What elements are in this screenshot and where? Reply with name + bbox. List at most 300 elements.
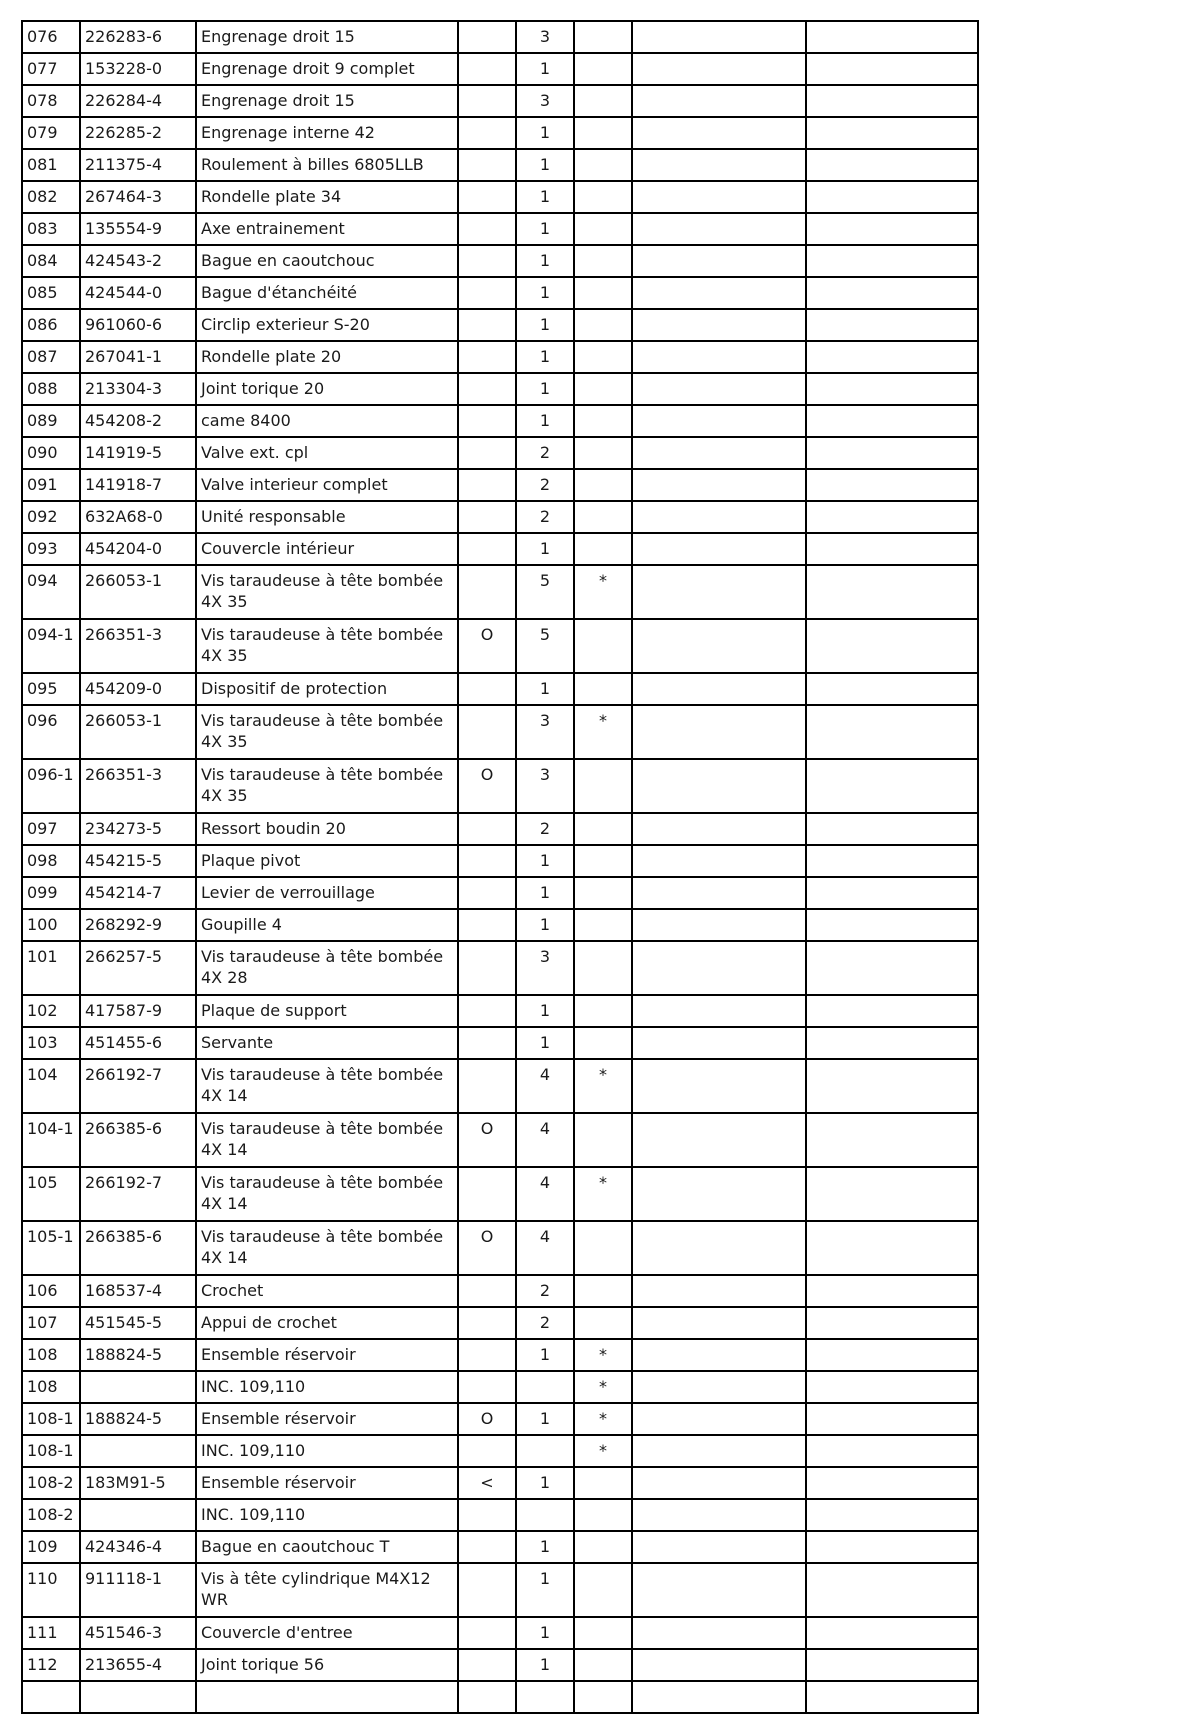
note-mark-cell: * bbox=[574, 1167, 632, 1221]
part-number-cell: 266385-6 bbox=[80, 1113, 196, 1167]
parts-table-body bbox=[22, 21, 978, 1713]
change-code-cell bbox=[458, 21, 516, 53]
quantity-cell: 2 bbox=[516, 1307, 574, 1339]
item-number-cell: 083 bbox=[22, 213, 80, 245]
table-row bbox=[22, 437, 978, 469]
item-number-cell: 096 bbox=[22, 705, 80, 759]
table-row-cut-off bbox=[22, 1681, 978, 1713]
empty-cell bbox=[806, 619, 978, 673]
description-cell: Levier de verrouillage bbox=[196, 877, 458, 909]
description-cell: Joint torique 20 bbox=[196, 373, 458, 405]
item-number-cell: 076 bbox=[22, 21, 80, 53]
description-cell: INC. 109,110 bbox=[196, 1499, 458, 1531]
description-cell: Engrenage droit 15 bbox=[196, 85, 458, 117]
part-number-cell: 183M91-5 bbox=[80, 1467, 196, 1499]
empty-cell bbox=[806, 1563, 978, 1617]
part-number-cell: 266351-3 bbox=[80, 759, 196, 813]
description-cell: Vis taraudeuse à tête bombée 4X 14 bbox=[196, 1167, 458, 1221]
description-cell: Couvercle intérieur bbox=[196, 533, 458, 565]
note-mark-cell bbox=[574, 21, 632, 53]
quantity-cell: 1 bbox=[516, 533, 574, 565]
part-number-cell: 454215-5 bbox=[80, 845, 196, 877]
part-number-cell: 454209-0 bbox=[80, 673, 196, 705]
empty-cell bbox=[516, 1681, 574, 1713]
quantity-cell bbox=[516, 1499, 574, 1531]
table-row bbox=[22, 1059, 978, 1113]
empty-cell bbox=[632, 1499, 806, 1531]
table-row bbox=[22, 1403, 978, 1435]
empty-cell bbox=[632, 565, 806, 619]
change-code-cell bbox=[458, 1059, 516, 1113]
change-code-cell bbox=[458, 437, 516, 469]
item-number-cell: 104 bbox=[22, 1059, 80, 1113]
part-number-cell: 211375-4 bbox=[80, 149, 196, 181]
change-code-cell bbox=[458, 1531, 516, 1563]
description-cell: Vis taraudeuse à tête bombée 4X 35 bbox=[196, 705, 458, 759]
empty-cell bbox=[806, 533, 978, 565]
empty-cell bbox=[632, 1531, 806, 1563]
empty-cell bbox=[632, 85, 806, 117]
item-number-cell: 102 bbox=[22, 995, 80, 1027]
note-mark-cell bbox=[574, 759, 632, 813]
part-number-cell: 424544-0 bbox=[80, 277, 196, 309]
item-number-cell: 085 bbox=[22, 277, 80, 309]
empty-cell bbox=[632, 941, 806, 995]
empty-cell bbox=[806, 341, 978, 373]
table-row bbox=[22, 813, 978, 845]
table-row bbox=[22, 845, 978, 877]
note-mark-cell bbox=[574, 181, 632, 213]
note-mark-cell: * bbox=[574, 565, 632, 619]
empty-cell bbox=[80, 1681, 196, 1713]
empty-cell bbox=[806, 1681, 978, 1713]
description-cell: Vis à tête cylindrique M4X12 WR bbox=[196, 1563, 458, 1617]
item-number-cell: 108 bbox=[22, 1339, 80, 1371]
part-number-cell: 213655-4 bbox=[80, 1649, 196, 1681]
change-code-cell bbox=[458, 877, 516, 909]
empty-cell bbox=[806, 1275, 978, 1307]
empty-cell bbox=[806, 437, 978, 469]
quantity-cell: 3 bbox=[516, 941, 574, 995]
table-row bbox=[22, 1339, 978, 1371]
empty-cell bbox=[632, 21, 806, 53]
change-code-cell bbox=[458, 533, 516, 565]
empty-cell bbox=[806, 941, 978, 995]
table-row bbox=[22, 673, 978, 705]
note-mark-cell: * bbox=[574, 1339, 632, 1371]
change-code-cell bbox=[458, 1027, 516, 1059]
table-row bbox=[22, 1649, 978, 1681]
quantity-cell: 4 bbox=[516, 1059, 574, 1113]
table-row bbox=[22, 181, 978, 213]
note-mark-cell bbox=[574, 1307, 632, 1339]
table-row bbox=[22, 877, 978, 909]
item-number-cell: 077 bbox=[22, 53, 80, 85]
change-code-cell: < bbox=[458, 1467, 516, 1499]
note-mark-cell bbox=[574, 1499, 632, 1531]
item-number-cell: 086 bbox=[22, 309, 80, 341]
parts-table bbox=[21, 20, 979, 1714]
empty-cell bbox=[806, 1435, 978, 1467]
empty-cell bbox=[632, 1681, 806, 1713]
change-code-cell bbox=[458, 405, 516, 437]
item-number-cell: 088 bbox=[22, 373, 80, 405]
change-code-cell bbox=[458, 53, 516, 85]
quantity-cell bbox=[516, 1435, 574, 1467]
empty-cell bbox=[632, 673, 806, 705]
empty-cell bbox=[806, 501, 978, 533]
description-cell: Ressort boudin 20 bbox=[196, 813, 458, 845]
empty-cell bbox=[632, 533, 806, 565]
change-code-cell bbox=[458, 85, 516, 117]
table-row bbox=[22, 1467, 978, 1499]
note-mark-cell bbox=[574, 117, 632, 149]
change-code-cell bbox=[458, 845, 516, 877]
empty-cell bbox=[632, 813, 806, 845]
item-number-cell: 079 bbox=[22, 117, 80, 149]
item-number-cell: 098 bbox=[22, 845, 80, 877]
table-row bbox=[22, 1435, 978, 1467]
quantity-cell: 1 bbox=[516, 909, 574, 941]
empty-cell bbox=[632, 877, 806, 909]
table-row bbox=[22, 565, 978, 619]
note-mark-cell bbox=[574, 1563, 632, 1617]
description-cell: Ensemble réservoir bbox=[196, 1467, 458, 1499]
empty-cell bbox=[632, 469, 806, 501]
change-code-cell bbox=[458, 1617, 516, 1649]
part-number-cell: 268292-9 bbox=[80, 909, 196, 941]
empty-cell bbox=[806, 1339, 978, 1371]
item-number-cell: 094 bbox=[22, 565, 80, 619]
quantity-cell: 1 bbox=[516, 845, 574, 877]
item-number-cell: 093 bbox=[22, 533, 80, 565]
empty-cell bbox=[632, 277, 806, 309]
item-number-cell: 082 bbox=[22, 181, 80, 213]
empty-cell bbox=[806, 909, 978, 941]
empty-cell bbox=[632, 213, 806, 245]
change-code-cell bbox=[458, 995, 516, 1027]
description-cell: Engrenage interne 42 bbox=[196, 117, 458, 149]
empty-cell bbox=[806, 1403, 978, 1435]
item-number-cell: 103 bbox=[22, 1027, 80, 1059]
item-number-cell: 108-1 bbox=[22, 1403, 80, 1435]
change-code-cell bbox=[458, 705, 516, 759]
change-code-cell bbox=[458, 1167, 516, 1221]
empty-cell bbox=[806, 813, 978, 845]
note-mark-cell bbox=[574, 85, 632, 117]
item-number-cell: 094-1 bbox=[22, 619, 80, 673]
part-number-cell: 266351-3 bbox=[80, 619, 196, 673]
item-number-cell: 089 bbox=[22, 405, 80, 437]
empty-cell bbox=[806, 309, 978, 341]
empty-cell bbox=[806, 469, 978, 501]
note-mark-cell: * bbox=[574, 1435, 632, 1467]
empty-cell bbox=[806, 117, 978, 149]
note-mark-cell bbox=[574, 1467, 632, 1499]
empty-cell bbox=[632, 1059, 806, 1113]
part-number-cell: 266192-7 bbox=[80, 1059, 196, 1113]
empty-cell bbox=[806, 85, 978, 117]
empty-cell bbox=[806, 565, 978, 619]
quantity-cell: 1 bbox=[516, 373, 574, 405]
note-mark-cell bbox=[574, 213, 632, 245]
note-mark-cell bbox=[574, 437, 632, 469]
empty-cell bbox=[632, 1307, 806, 1339]
table-row bbox=[22, 405, 978, 437]
description-cell: Plaque pivot bbox=[196, 845, 458, 877]
table-row bbox=[22, 619, 978, 673]
quantity-cell: 1 bbox=[516, 1563, 574, 1617]
empty-cell bbox=[806, 1027, 978, 1059]
table-row bbox=[22, 1499, 978, 1531]
table-row bbox=[22, 85, 978, 117]
empty-cell bbox=[632, 995, 806, 1027]
part-number-cell: 632A68-0 bbox=[80, 501, 196, 533]
description-cell: Roulement à billes 6805LLB bbox=[196, 149, 458, 181]
empty-cell bbox=[806, 1499, 978, 1531]
empty-cell bbox=[632, 909, 806, 941]
note-mark-cell bbox=[574, 1113, 632, 1167]
empty-cell bbox=[806, 705, 978, 759]
table-row bbox=[22, 501, 978, 533]
quantity-cell: 2 bbox=[516, 1275, 574, 1307]
quantity-cell: 1 bbox=[516, 309, 574, 341]
item-number-cell: 105 bbox=[22, 1167, 80, 1221]
note-mark-cell bbox=[574, 909, 632, 941]
note-mark-cell bbox=[574, 149, 632, 181]
item-number-cell: 091 bbox=[22, 469, 80, 501]
empty-cell bbox=[806, 1167, 978, 1221]
description-cell: Engrenage droit 15 bbox=[196, 21, 458, 53]
change-code-cell bbox=[458, 469, 516, 501]
description-cell: Bague en caoutchouc T bbox=[196, 1531, 458, 1563]
empty-cell bbox=[806, 1307, 978, 1339]
empty-cell bbox=[632, 53, 806, 85]
part-number-cell: 226285-2 bbox=[80, 117, 196, 149]
quantity-cell: 4 bbox=[516, 1221, 574, 1275]
quantity-cell: 3 bbox=[516, 85, 574, 117]
table-row bbox=[22, 277, 978, 309]
part-number-cell: 454204-0 bbox=[80, 533, 196, 565]
change-code-cell bbox=[458, 1435, 516, 1467]
table-row bbox=[22, 995, 978, 1027]
table-row bbox=[22, 705, 978, 759]
table-row bbox=[22, 1275, 978, 1307]
quantity-cell: 2 bbox=[516, 469, 574, 501]
empty-cell bbox=[806, 373, 978, 405]
change-code-cell bbox=[458, 1275, 516, 1307]
quantity-cell: 1 bbox=[516, 1617, 574, 1649]
quantity-cell: 1 bbox=[516, 277, 574, 309]
quantity-cell: 1 bbox=[516, 877, 574, 909]
change-code-cell bbox=[458, 673, 516, 705]
description-cell: Valve interieur complet bbox=[196, 469, 458, 501]
description-cell: INC. 109,110 bbox=[196, 1371, 458, 1403]
empty-cell bbox=[632, 117, 806, 149]
empty-cell bbox=[806, 673, 978, 705]
quantity-cell: 1 bbox=[516, 245, 574, 277]
part-number-cell: 911118-1 bbox=[80, 1563, 196, 1617]
note-mark-cell bbox=[574, 813, 632, 845]
part-number-cell: 267464-3 bbox=[80, 181, 196, 213]
table-row bbox=[22, 245, 978, 277]
empty-cell bbox=[632, 1649, 806, 1681]
change-code-cell bbox=[458, 341, 516, 373]
description-cell: Ensemble réservoir bbox=[196, 1403, 458, 1435]
change-code-cell bbox=[458, 1339, 516, 1371]
part-number-cell: 454214-7 bbox=[80, 877, 196, 909]
table-row bbox=[22, 53, 978, 85]
item-number-cell: 108-1 bbox=[22, 1435, 80, 1467]
change-code-cell bbox=[458, 373, 516, 405]
quantity-cell bbox=[516, 1371, 574, 1403]
empty-cell bbox=[632, 1027, 806, 1059]
empty-cell bbox=[806, 877, 978, 909]
quantity-cell: 1 bbox=[516, 1027, 574, 1059]
empty-cell bbox=[806, 1059, 978, 1113]
note-mark-cell bbox=[574, 469, 632, 501]
change-code-cell bbox=[458, 277, 516, 309]
description-cell: Vis taraudeuse à tête bombée 4X 28 bbox=[196, 941, 458, 995]
description-cell: Vis taraudeuse à tête bombée 4X 14 bbox=[196, 1059, 458, 1113]
part-number-cell bbox=[80, 1371, 196, 1403]
note-mark-cell bbox=[574, 1275, 632, 1307]
empty-cell bbox=[632, 1167, 806, 1221]
empty-cell bbox=[574, 1681, 632, 1713]
item-number-cell: 108-2 bbox=[22, 1499, 80, 1531]
table-row bbox=[22, 1371, 978, 1403]
change-code-cell bbox=[458, 1307, 516, 1339]
change-code-cell: O bbox=[458, 1113, 516, 1167]
change-code-cell bbox=[458, 1499, 516, 1531]
empty-cell bbox=[632, 1563, 806, 1617]
empty-cell bbox=[632, 1467, 806, 1499]
empty-cell bbox=[806, 21, 978, 53]
part-number-cell: 141918-7 bbox=[80, 469, 196, 501]
empty-cell bbox=[632, 759, 806, 813]
description-cell: Couvercle d'entree bbox=[196, 1617, 458, 1649]
note-mark-cell bbox=[574, 1531, 632, 1563]
item-number-cell: 099 bbox=[22, 877, 80, 909]
change-code-cell bbox=[458, 117, 516, 149]
change-code-cell bbox=[458, 565, 516, 619]
note-mark-cell bbox=[574, 1027, 632, 1059]
table-row bbox=[22, 533, 978, 565]
item-number-cell: 104-1 bbox=[22, 1113, 80, 1167]
table-row bbox=[22, 941, 978, 995]
note-mark-cell bbox=[574, 501, 632, 533]
quantity-cell: 1 bbox=[516, 1339, 574, 1371]
part-number-cell: 424346-4 bbox=[80, 1531, 196, 1563]
part-number-cell: 417587-9 bbox=[80, 995, 196, 1027]
item-number-cell: 109 bbox=[22, 1531, 80, 1563]
note-mark-cell bbox=[574, 309, 632, 341]
change-code-cell bbox=[458, 813, 516, 845]
empty-cell bbox=[806, 213, 978, 245]
table-row bbox=[22, 21, 978, 53]
description-cell: Plaque de support bbox=[196, 995, 458, 1027]
part-number-cell: 188824-5 bbox=[80, 1339, 196, 1371]
description-cell: Dispositif de protection bbox=[196, 673, 458, 705]
empty-cell bbox=[806, 53, 978, 85]
empty-cell bbox=[632, 437, 806, 469]
table-row bbox=[22, 1221, 978, 1275]
item-number-cell: 084 bbox=[22, 245, 80, 277]
note-mark-cell bbox=[574, 341, 632, 373]
change-code-cell bbox=[458, 213, 516, 245]
description-cell: Circlip exterieur S-20 bbox=[196, 309, 458, 341]
table-row bbox=[22, 1027, 978, 1059]
empty-cell bbox=[458, 1681, 516, 1713]
item-number-cell: 101 bbox=[22, 941, 80, 995]
item-number-cell: 106 bbox=[22, 1275, 80, 1307]
note-mark-cell bbox=[574, 405, 632, 437]
change-code-cell bbox=[458, 1649, 516, 1681]
quantity-cell: 4 bbox=[516, 1167, 574, 1221]
description-cell: Engrenage droit 9 complet bbox=[196, 53, 458, 85]
table-row bbox=[22, 759, 978, 813]
note-mark-cell bbox=[574, 277, 632, 309]
description-cell: Vis taraudeuse à tête bombée 4X 14 bbox=[196, 1113, 458, 1167]
item-number-cell: 110 bbox=[22, 1563, 80, 1617]
change-code-cell bbox=[458, 501, 516, 533]
quantity-cell: 1 bbox=[516, 341, 574, 373]
part-number-cell: 266257-5 bbox=[80, 941, 196, 995]
empty-cell bbox=[632, 309, 806, 341]
table-row bbox=[22, 373, 978, 405]
note-mark-cell: * bbox=[574, 1059, 632, 1113]
item-number-cell: 108 bbox=[22, 1371, 80, 1403]
table-row bbox=[22, 909, 978, 941]
description-cell: Vis taraudeuse à tête bombée 4X 14 bbox=[196, 1221, 458, 1275]
change-code-cell: O bbox=[458, 1221, 516, 1275]
description-cell: Vis taraudeuse à tête bombée 4X 35 bbox=[196, 565, 458, 619]
change-code-cell bbox=[458, 309, 516, 341]
table-row bbox=[22, 1113, 978, 1167]
empty-cell bbox=[806, 1617, 978, 1649]
note-mark-cell bbox=[574, 1221, 632, 1275]
item-number-cell: 108-2 bbox=[22, 1467, 80, 1499]
empty-cell bbox=[806, 1371, 978, 1403]
description-cell: Bague d'étanchéité bbox=[196, 277, 458, 309]
table-row bbox=[22, 469, 978, 501]
note-mark-cell bbox=[574, 619, 632, 673]
table-row bbox=[22, 1563, 978, 1617]
quantity-cell: 1 bbox=[516, 117, 574, 149]
description-cell: Vis taraudeuse à tête bombée 4X 35 bbox=[196, 759, 458, 813]
item-number-cell: 081 bbox=[22, 149, 80, 181]
empty-cell bbox=[632, 341, 806, 373]
note-mark-cell bbox=[574, 995, 632, 1027]
table-row bbox=[22, 213, 978, 245]
part-number-cell: 226283-6 bbox=[80, 21, 196, 53]
description-cell: Rondelle plate 34 bbox=[196, 181, 458, 213]
empty-cell bbox=[806, 405, 978, 437]
description-cell: INC. 109,110 bbox=[196, 1435, 458, 1467]
table-row bbox=[22, 341, 978, 373]
note-mark-cell bbox=[574, 373, 632, 405]
item-number-cell: 095 bbox=[22, 673, 80, 705]
empty-cell bbox=[632, 373, 806, 405]
part-number-cell: 226284-4 bbox=[80, 85, 196, 117]
quantity-cell: 2 bbox=[516, 501, 574, 533]
quantity-cell: 1 bbox=[516, 181, 574, 213]
quantity-cell: 3 bbox=[516, 21, 574, 53]
empty-cell bbox=[632, 181, 806, 213]
item-number-cell: 112 bbox=[22, 1649, 80, 1681]
part-number-cell: 213304-3 bbox=[80, 373, 196, 405]
description-cell: Rondelle plate 20 bbox=[196, 341, 458, 373]
